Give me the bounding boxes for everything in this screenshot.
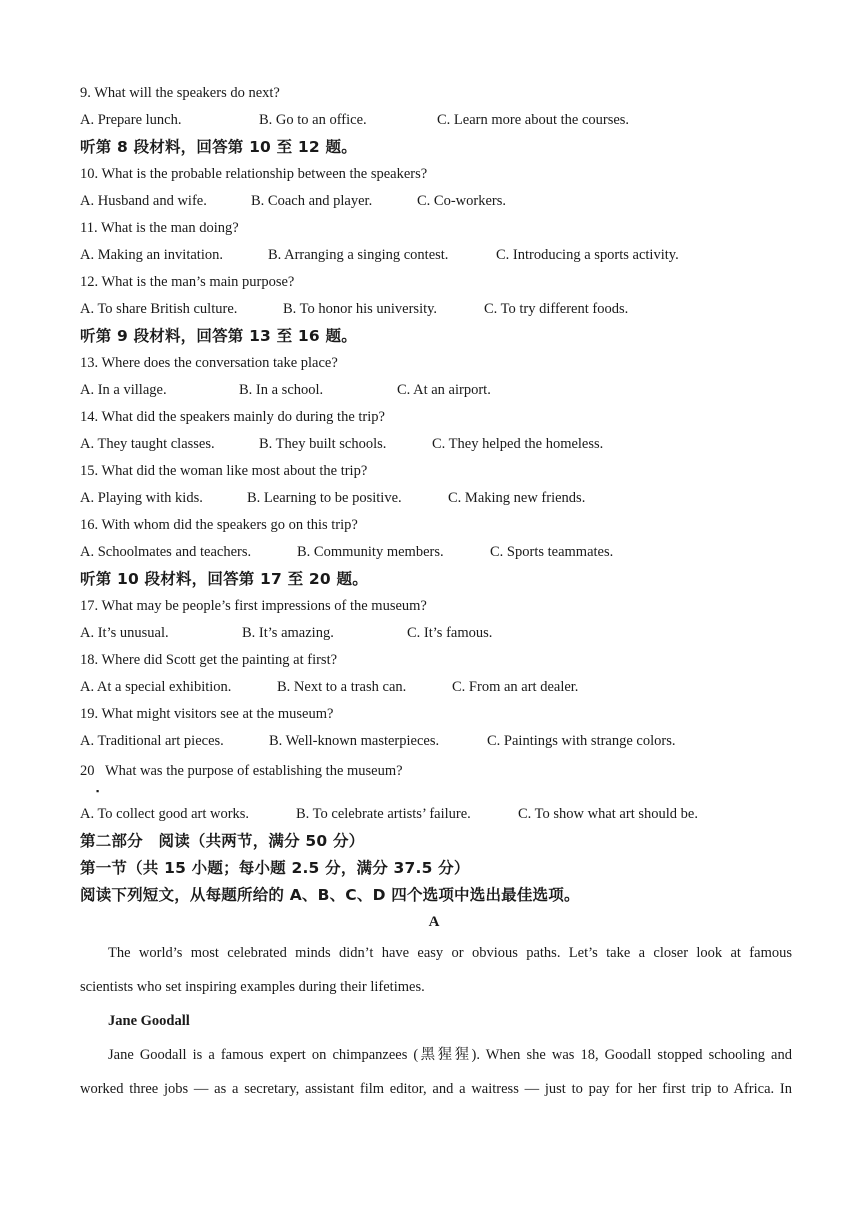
question-14-option-a: A. They taught classes. [80, 436, 215, 452]
section-10-heading: 听第 10 段材料，回答第 17 至 20 题。 [80, 570, 368, 588]
question-9-option-c: C. Learn more about the courses. [437, 112, 630, 128]
question-9-option-a: A. Prepare lunch. [80, 112, 182, 128]
stray-dot-mark: ▪ [96, 786, 100, 796]
passage-intro-line-1: The world’s most celebrated minds didn’t have easy or obvious paths. Let’s take a closer look at famous [108, 945, 792, 961]
question-15-option-a: A. Playing with kids. [80, 490, 203, 506]
question-20-option-b: B. To celebrate artists’ failure. [296, 806, 471, 822]
question-20-number: 20 [80, 763, 95, 779]
question-12-option-b: B. To honor his university. [283, 301, 438, 317]
question-19-option-b: B. Well-known masterpieces. [269, 733, 440, 749]
question-13-stem: 13. Where does the conversation take place? [80, 355, 338, 371]
question-10-option-b: B. Coach and player. [251, 193, 373, 209]
question-19-stem: 19. What might visitors see at the museum? [80, 706, 334, 722]
question-10-option-c: C. Co-workers. [417, 193, 507, 209]
question-17-option-a: A. It’s unusual. [80, 625, 169, 641]
question-15-option-b: B. Learning to be positive. [247, 490, 402, 506]
question-14-stem: 14. What did the speakers mainly do during the trip? [80, 409, 385, 425]
passage-body-line-2: worked three jobs — as a secretary, assistant film editor, and a waitress — just to pay for her first trip to Africa. In [80, 1081, 792, 1097]
question-15-option-c: C. Making new friends. [448, 490, 586, 506]
passage-body [80, 1038, 792, 1106]
question-10-option-a: A. Husband and wife. [80, 193, 207, 209]
question-12-option-a: A. To share British culture. [80, 301, 238, 317]
question-16-option-a: A. Schoolmates and teachers. [80, 544, 252, 560]
question-18-option-b: B. Next to a trash can. [277, 679, 407, 695]
passage-intro [80, 936, 792, 1004]
section-9-heading: 听第 9 段材料，回答第 13 至 16 题。 [80, 327, 357, 345]
question-20-stem: What was the purpose of establishing the museum? [105, 763, 403, 779]
question-20-option-a: A. To collect good art works. [80, 806, 250, 822]
question-17-option-c: C. It’s famous. [407, 625, 493, 641]
passage-letter: A [428, 914, 440, 930]
question-11-option-c: C. Introducing a sports activity. [496, 247, 679, 263]
question-19-option-a: A. Traditional art pieces. [80, 733, 224, 749]
question-20-option-c: C. To show what art should be. [518, 806, 698, 822]
question-16-option-b: B. Community members. [297, 544, 444, 560]
passage-intro-line-2: scientists who set inspiring examples during their lifetimes. [80, 979, 425, 995]
question-9-option-b: B. Go to an office. [259, 112, 367, 128]
part-2-section-1: 第一节（共 15 小题；每小题 2.5 分，满分 37.5 分） [80, 859, 470, 877]
question-11-stem: 11. What is the man doing? [80, 220, 239, 236]
question-14-option-c: C. They helped the homeless. [432, 436, 604, 452]
question-13-option-c: C. At an airport. [397, 382, 491, 398]
question-18-option-c: C. From an art dealer. [452, 679, 579, 695]
question-13-option-b: B. In a school. [239, 382, 324, 398]
question-17-stem: 17. What may be people’s first impressions of the museum? [80, 598, 427, 614]
passage-subtitle: Jane Goodall [108, 1013, 190, 1029]
question-13-option-a: A. In a village. [80, 382, 167, 398]
question-18-option-a: A. At a special exhibition. [80, 679, 232, 695]
part-2-title: 第二部分 阅读（共两节，满分 50 分） [80, 832, 365, 850]
question-15-stem: 15. What did the woman like most about the trip? [80, 463, 368, 479]
question-9-stem: 9. What will the speakers do next? [80, 85, 280, 101]
section-8-heading: 听第 8 段材料，回答第 10 至 12 题。 [80, 138, 357, 156]
question-16-stem: 16. With whom did the speakers go on this trip? [80, 517, 358, 533]
question-14-option-b: B. They built schools. [259, 436, 387, 452]
question-11-option-b: B. Arranging a singing contest. [268, 247, 449, 263]
question-17-option-b: B. It’s amazing. [242, 625, 334, 641]
question-19-option-c: C. Paintings with strange colors. [487, 733, 676, 749]
question-18-stem: 18. Where did Scott get the painting at first? [80, 652, 338, 668]
passage-body-line-1: Jane Goodall is a famous expert on chimpanzees (黑猩猩). When she was 18, Goodall stopped schooling and [108, 1047, 792, 1063]
part-2-instruction: 阅读下列短文，从每题所给的 A、B、C、D 四个选项中选出最佳选项。 [80, 886, 580, 904]
question-12-stem: 12. What is the man’s main purpose? [80, 274, 295, 290]
question-10-stem: 10. What is the probable relationship between the speakers? [80, 166, 428, 182]
question-16-option-c: C. Sports teammates. [490, 544, 614, 560]
question-11-option-a: A. Making an invitation. [80, 247, 223, 263]
question-12-option-c: C. To try different foods. [484, 301, 629, 317]
